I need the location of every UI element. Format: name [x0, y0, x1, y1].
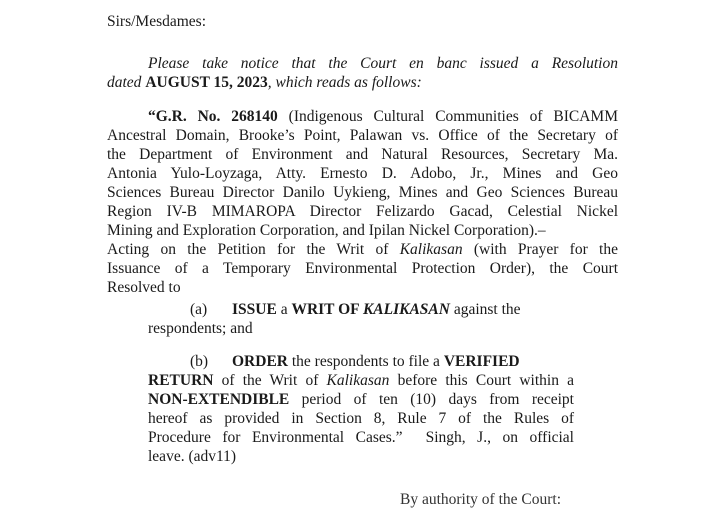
resolution-line-6: Region IV-B MIMAROPA Director Felizardo Gacad, Celestial Nickel	[107, 203, 618, 220]
notice-dated-suffix: , which reads as follows:	[267, 74, 422, 91]
item-b-line-3	[148, 390, 574, 409]
item-a-line-2: respondents; and	[148, 320, 253, 337]
item-b-l2-pre: of the Writ of	[213, 372, 327, 389]
notice-line-1: Please take notice that the Court en banc issued a Resolution	[148, 55, 618, 72]
return-word: RETURN	[148, 372, 214, 389]
item-a-connector: a	[276, 301, 292, 318]
acting-text: Acting on the Petition for the Writ of	[107, 241, 400, 258]
resolution-line-3: the Department of Environment and Natural Resources, Secretary Ma.	[107, 146, 618, 163]
resolution-line-7: Mining and Exploration Corporation, and Ipilan Nickel Corporation).–	[107, 222, 546, 239]
item-b-label: (b)	[190, 353, 209, 370]
kalikasan-italic-b: Kalikasan	[326, 372, 390, 389]
issue-word: ISSUE	[232, 301, 277, 318]
item-b-l2-post: before this Court within a	[389, 372, 574, 389]
item-b-mid: the respondents to file a	[287, 353, 444, 370]
resolution-line-1	[148, 107, 618, 126]
item-a-label: (a)	[190, 301, 208, 318]
item-a-end: against the	[449, 301, 521, 318]
resolution-line-9: Issuance of a Temporary Environmental Protection Order), the Court	[107, 260, 618, 277]
resolution-line-5: Sciences Bureau Director Danilo Uykieng, Mines and Geo Sciences Bureau	[107, 184, 618, 201]
verified-word: VERIFIED	[443, 353, 520, 370]
resolution-line-2: Ancestral Domain, Brooke’s Point, Palawan vs. Office of the Secretary of	[107, 127, 618, 144]
item-a-line-1	[190, 300, 521, 319]
item-b-line-4: hereof as provided in Section 8, Rule 7 of the Rules of	[148, 410, 574, 427]
item-b-l3-post: period of ten (10) days from receipt	[289, 391, 574, 408]
writ-of-word: WRIT OF	[291, 301, 363, 318]
item-b-line-5: Procedure for Environmental Cases.” Singh, J., on official	[148, 429, 574, 446]
footer-partial-text: By authority of the Court:	[400, 491, 562, 508]
non-extendible-word: NON-EXTENDIBLE	[148, 391, 290, 408]
item-b-line-1	[190, 352, 574, 371]
resolution-line-10: Resolved to	[107, 279, 181, 296]
resolution-line-4: Antonia Yulo-Loyzaga, Atty. Ernesto D. Adobo, Jr., Mines and Geo	[107, 165, 618, 182]
notice-dated-prefix: dated	[107, 74, 146, 91]
gr-number: “G.R. No. 268140	[148, 108, 278, 125]
item-b-line-2	[148, 371, 574, 390]
kalikasan-italic: Kalikasan	[399, 241, 463, 258]
notice-line-2	[107, 73, 422, 92]
acting-text-end: (with Prayer for the	[462, 241, 618, 258]
resolution-date: AUGUST 15, 2023	[145, 74, 268, 91]
order-word: ORDER	[232, 353, 288, 370]
salutation: Sirs/Mesdames:	[107, 13, 207, 30]
kalikasan-bold-italic: KALIKASAN	[362, 301, 450, 318]
resolution-line-8	[107, 240, 618, 259]
item-b-line-6: leave. (adv11)	[148, 448, 237, 465]
case-title-start: (Indigenous Cultural Communities of BICAMM	[277, 108, 618, 125]
